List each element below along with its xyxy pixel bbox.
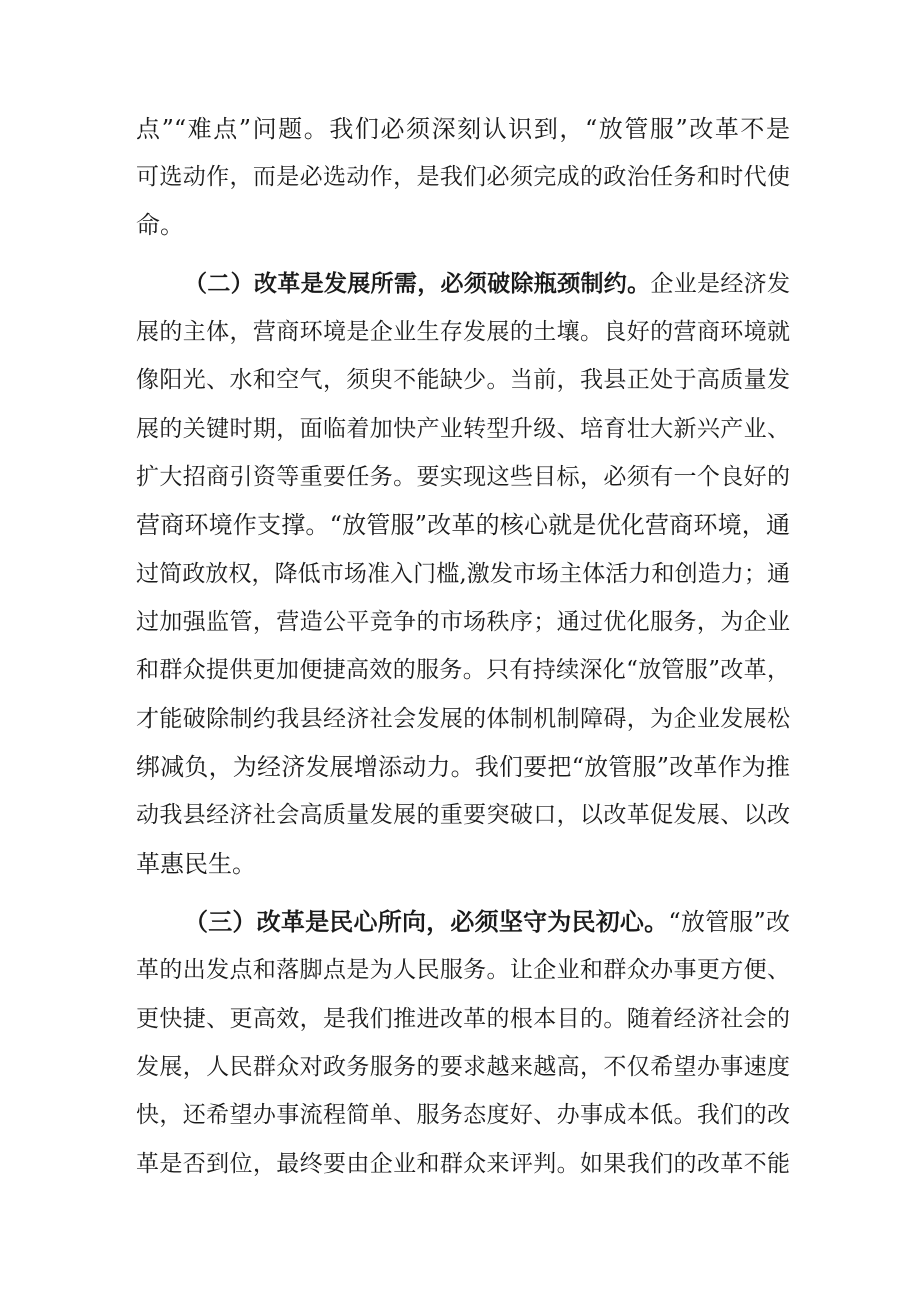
body-text-line: 像阳光、水和空气，须臾不能缺少。当前，我县正处于高质量发 <box>136 367 790 393</box>
paragraph-first-line <box>184 267 790 301</box>
body-text-line: 才能破除制约我县经济社会发展的体制机制障碍，为企业发展松 <box>136 706 790 732</box>
body-text-line: 革是否到位，最终要由企业和群众来评判。如果我们的改革不能 <box>136 1151 790 1177</box>
body-text-line: 命。 <box>136 211 184 239</box>
body-text-line: 更快捷、更高效，是我们推进改革的根本目的。随着经济社会的 <box>136 1006 790 1032</box>
body-text-line: 营商环境作支撑。“放管服”改革的核心就是优化营商环境，通 <box>136 511 790 539</box>
body-text: “放管服”改 <box>668 908 791 936</box>
body-text-line: 发展，人民群众对政务服务的要求越来越高，不仅希望办事速度 <box>136 1054 790 1080</box>
body-text-line: 扩大招商引资等重要任务。要实现这些目标，必须有一个良好的 <box>136 464 790 490</box>
body-text-line: 过加强监管，营造公平竞争的市场秩序；通过优化服务，为企业 <box>136 609 790 635</box>
body-text-line: 和群众提供更加便捷高效的服务。只有持续深化“放管服”改革， <box>136 657 790 683</box>
body-text: 企业是经济发 <box>650 271 791 297</box>
body-text-line: 展的关键时期，面临着加快产业转型升级、培育壮大新兴产业、 <box>136 416 790 442</box>
body-text-line: 动我县经济社会高质量发展的重要突破口，以改革促发展、以改 <box>136 802 790 828</box>
body-text-line: 绑减负，为经济发展增添动力。我们要把“放管服”改革作为推 <box>136 753 790 781</box>
body-text-line: 快，还希望办事流程简单、服务态度好、办事成本低。我们的改 <box>136 1102 790 1128</box>
section-heading: （三）改革是民心所向，必须坚守为民初心。 <box>184 907 669 936</box>
paragraph-first-line <box>184 905 790 939</box>
body-text-line: 展的主体，营商环境是企业生存发展的土壤。良好的营商环境就 <box>136 319 790 345</box>
body-text-line: 可选动作，而是必选动作，是我们必须完成的政治任务和时代使 <box>136 164 790 190</box>
body-text-line: 点”“难点”问题。我们必须深刻认识到，“放管服”改革不是 <box>136 115 790 143</box>
body-text-line: 革的出发点和落脚点是为人民服务。让企业和群众办事更方便、 <box>136 957 790 983</box>
body-text-line: 革惠民生。 <box>136 850 256 878</box>
section-heading: （二）改革是发展所需，必须破除瓶颈制约。 <box>184 270 651 297</box>
body-text-line: 过简政放权，降低市场准入门槛,激发市场主体活力和创造力；通 <box>136 561 790 587</box>
